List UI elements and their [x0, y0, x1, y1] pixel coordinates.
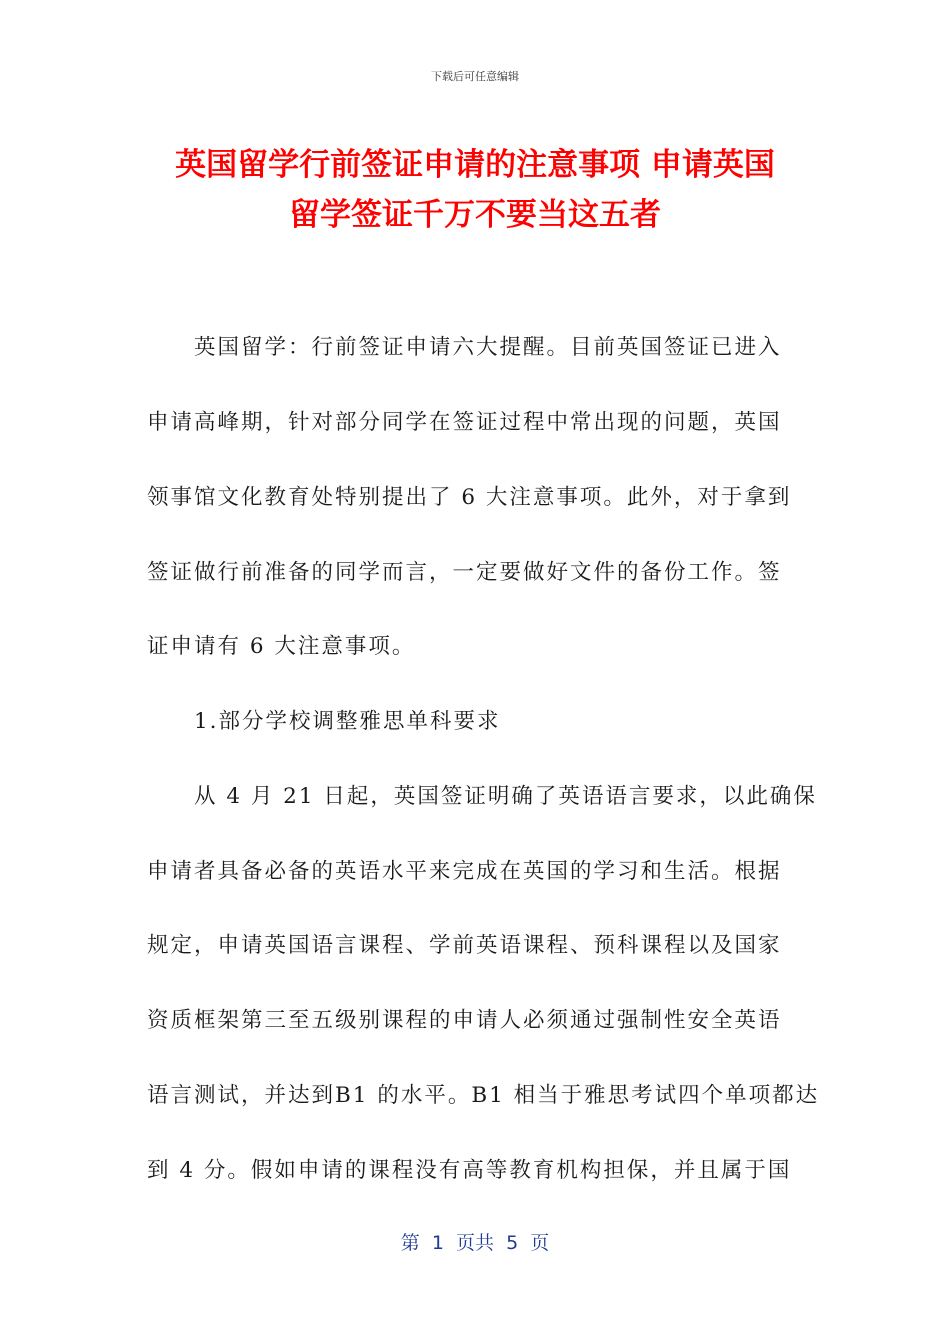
title-line-1: 英国留学行前签证申请的注意事项 申请英国 — [175, 147, 775, 183]
body-line-9: 资质框架第三至五级别课程的申请人必须通过强制性安全英语 — [147, 1008, 782, 1033]
body-line-4: 签证做行前准备的同学而言，一定要做好文件的备份工作。签 — [147, 560, 782, 585]
header-note: 下载后可任意编辑 — [431, 70, 519, 83]
body-line-7: 申请者具备必备的英语水平来完成在英国的学习和生活。根据 — [147, 859, 782, 884]
body-line-2: 申请高峰期，针对部分同学在签证过程中常出现的问题，英国 — [147, 410, 782, 435]
document-title — [100, 140, 850, 240]
page-footer: 第 1 页共 5 页 — [400, 1232, 550, 1254]
section-heading: 1.部分学校调整雅思单科要求 — [147, 709, 501, 734]
body-line-8: 规定，申请英国语言课程、学前英语课程、预科课程以及国家 — [147, 933, 782, 958]
body-line-10: 语言测试，并达到B1 的水平。B1 相当于雅思考试四个单项都达 — [147, 1083, 820, 1108]
body-line-6: 从 4 月 21 日起，英国签证明确了英语语言要求，以此确保 — [147, 784, 817, 809]
body-line-11: 到 4 分。假如申请的课程没有高等教育机构担保，并且属于国 — [147, 1158, 792, 1183]
body-line-3: 领事馆文化教育处特别提出了 6 大注意事项。此外，对于拿到 — [147, 485, 792, 510]
title-line-2: 留学签证千万不要当这五者 — [289, 197, 661, 233]
body-line-5: 证申请有 6 大注意事项。 — [147, 634, 416, 659]
body-line-1: 英国留学：行前签证申请六大提醒。目前英国签证已进入 — [147, 335, 782, 360]
